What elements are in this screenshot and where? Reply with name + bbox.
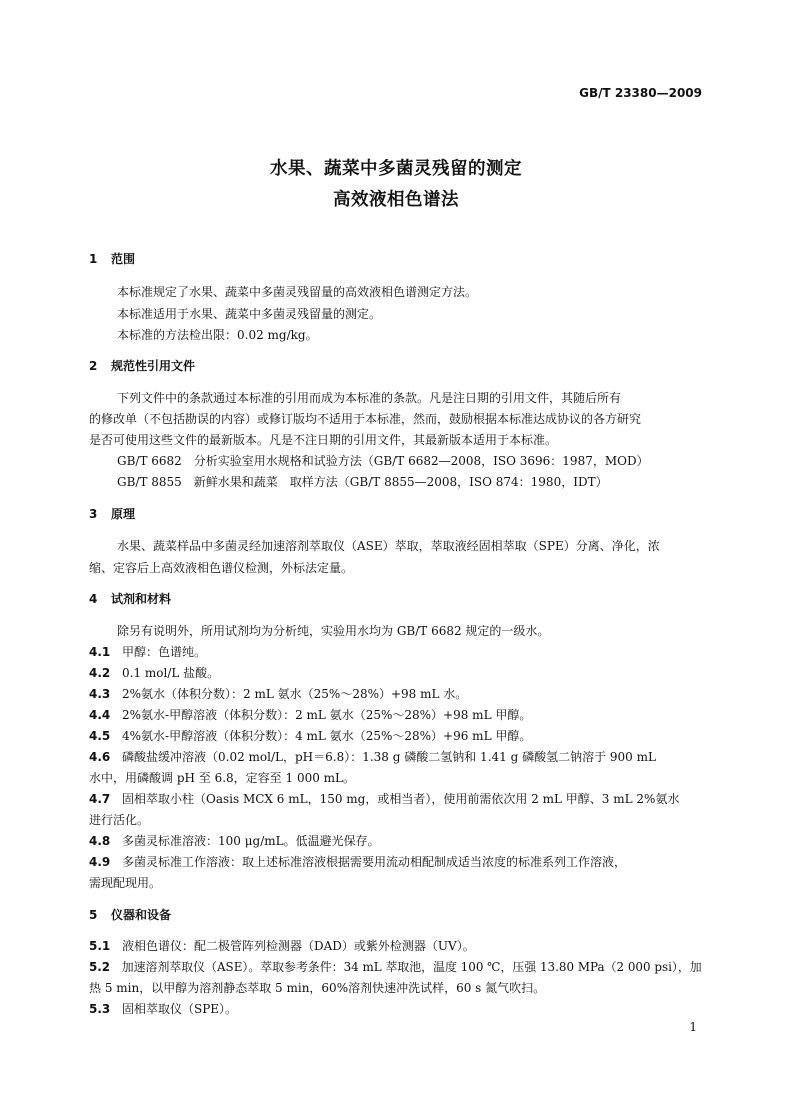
- clause-number: 5.3: [89, 1002, 111, 1016]
- section-5-heading: [89, 906, 171, 923]
- paragraph-line: 下列文件中的条款通过本标准的引用而成为本标准的条款。凡是注日期的引用文件，其随后所有: [117, 391, 622, 405]
- reference-item: GB/T 8855 新鲜水果和蔬菜 取样方法（GB/T 8855—2008，ISO 874：1980，IDT）: [117, 475, 608, 489]
- clause-5-1: [89, 937, 475, 954]
- paragraph-line: 本标准的方法检出限：0.02 mg/kg。: [117, 328, 318, 342]
- paragraph-line: 本标准适用于水果、蔬菜中多菌灵残留量的测定。: [117, 307, 382, 321]
- document-title-line1: 水果、蔬菜中多菌灵残留的测定: [270, 159, 522, 179]
- clause-number: 4.9: [89, 855, 111, 869]
- clause-number: 4.5: [89, 729, 111, 743]
- clause-text: 液相色谱仪：配二极管阵列检测器（DAD）或紫外检测器（UV）。: [122, 939, 475, 953]
- clause-4-5: [89, 727, 531, 744]
- section-number: 1: [89, 252, 98, 266]
- section-number: 2: [89, 359, 98, 373]
- section-title: 范围: [111, 252, 136, 266]
- section-number: 3: [89, 507, 98, 521]
- clause-4-2: [89, 664, 219, 681]
- section-title: 试剂和材料: [111, 592, 172, 606]
- document-title-line2: 高效液相色谱法: [333, 190, 459, 210]
- clause-number: 5.2: [89, 960, 111, 974]
- clause-text: 多菌灵标准工作溶液：取上述标准溶液根据需要用流动相配制成适当浓度的标准系列工作溶液，: [122, 855, 627, 869]
- clause-text: 固相萃取小柱（Oasis MCX 6 mL，150 mg，或相当者），使用前需依次用 2 mL 甲醇、3 mL 2%氨水: [122, 792, 680, 806]
- clause-4-6: [89, 748, 656, 765]
- clause-number: 4.2: [89, 666, 111, 680]
- section-title: 仪器和设备: [111, 908, 172, 922]
- section-2-heading: [89, 357, 195, 374]
- clause-5-3: [89, 1000, 237, 1017]
- section-title: 原理: [111, 507, 136, 521]
- clause-5-2: [89, 958, 702, 975]
- paragraph-line: 水果、蔬菜样品中多菌灵经加速溶剂萃取仪（ASE）萃取，萃取液经固相萃取（SPE）分离、净化，浓: [117, 539, 660, 553]
- page-number: 1: [689, 1020, 697, 1034]
- clause-number: 5.1: [89, 939, 111, 953]
- clause-4-7: [89, 790, 679, 807]
- clause-4-8: [89, 832, 380, 849]
- paragraph-line: 本标准规定了水果、蔬菜中多菌灵残留量的高效液相色谱测定方法。: [117, 285, 478, 299]
- clause-text: 甲醇：色谱纯。: [122, 645, 207, 659]
- clause-number: 4.6: [89, 750, 111, 764]
- section-number: 4: [89, 592, 98, 606]
- clause-continuation: 水中，用磷酸调 pH 至 6.8，定容至 1 000 mL。: [89, 771, 356, 785]
- clause-text: 2%氨水（体积分数）：2 mL 氨水（25%～28%）+98 mL 水。: [122, 687, 468, 701]
- paragraph-line: 除另有说明外，所用试剂均为分析纯，实验用水均为 GB/T 6682 规定的一级水。: [117, 624, 550, 638]
- clause-number: 4.1: [89, 645, 111, 659]
- clause-number: 4.3: [89, 687, 111, 701]
- section-number: 5: [89, 908, 98, 922]
- clause-text: 磷酸盐缓冲溶液（0.02 mol/L，pH＝6.8）：1.38 g 磷酸二氢钠和 1.41 g 磷酸氢二钠溶于 900 mL: [122, 750, 656, 764]
- clause-text: 加速溶剂萃取仪（ASE）。萃取参考条件：34 mL 萃取池，温度 100 ℃，压强 13.80 MPa（2 000 psi），加: [121, 960, 702, 974]
- section-4-heading: [89, 590, 171, 607]
- section-3-heading: [89, 505, 135, 522]
- clause-number: 4.8: [89, 834, 111, 848]
- clause-number: 4.7: [89, 792, 111, 806]
- clause-continuation: 进行活化。: [89, 813, 150, 827]
- clause-text: 多菌灵标准溶液：100 μg/mL。低温避光保存。: [122, 834, 380, 848]
- clause-number: 4.4: [89, 708, 111, 722]
- paragraph-line: 的修改单（不包括勘误的内容）或修订版均不适用于本标准，然而，鼓励根据本标准达成协议的各方研究: [89, 412, 642, 426]
- clause-4-4: [89, 706, 531, 723]
- paragraph-line: 是否可使用这些文件的最新版本。凡是不注日期的引用文件，其最新版本适用于本标准。: [89, 433, 558, 447]
- paragraph-line: 缩、定容后上高效液相色谱仪检测，外标法定量。: [89, 561, 354, 575]
- clause-4-9: [89, 853, 626, 870]
- clause-text: 4%氨水-甲醇溶液（体积分数）：4 mL 氨水（25%～28%）+96 mL 甲醇。: [122, 729, 532, 743]
- clause-text: 2%氨水-甲醇溶液（体积分数）：2 mL 氨水（25%～28%）+98 mL 甲醇。: [122, 708, 532, 722]
- clause-text: 固相萃取仪（SPE）。: [122, 1002, 238, 1016]
- standard-number: GB/T 23380—2009: [579, 86, 702, 100]
- clause-continuation: 需现配现用。: [89, 876, 162, 890]
- clause-4-1: [89, 643, 206, 660]
- section-1-heading: [89, 250, 135, 267]
- clause-text: 0.1 mol/L 盐酸。: [122, 666, 220, 680]
- clause-4-3: [89, 685, 467, 702]
- reference-item: GB/T 6682 分析实验室用水规格和试验方法（GB/T 6682—2008，ISO 3696：1987，MOD）: [117, 454, 649, 468]
- section-title: 规范性引用文件: [111, 359, 196, 373]
- clause-continuation: 热 5 min，以甲醇为溶剂静态萃取 5 min，60%溶剂快速冲洗试样，60 s 氮气吹扫。: [89, 981, 546, 995]
